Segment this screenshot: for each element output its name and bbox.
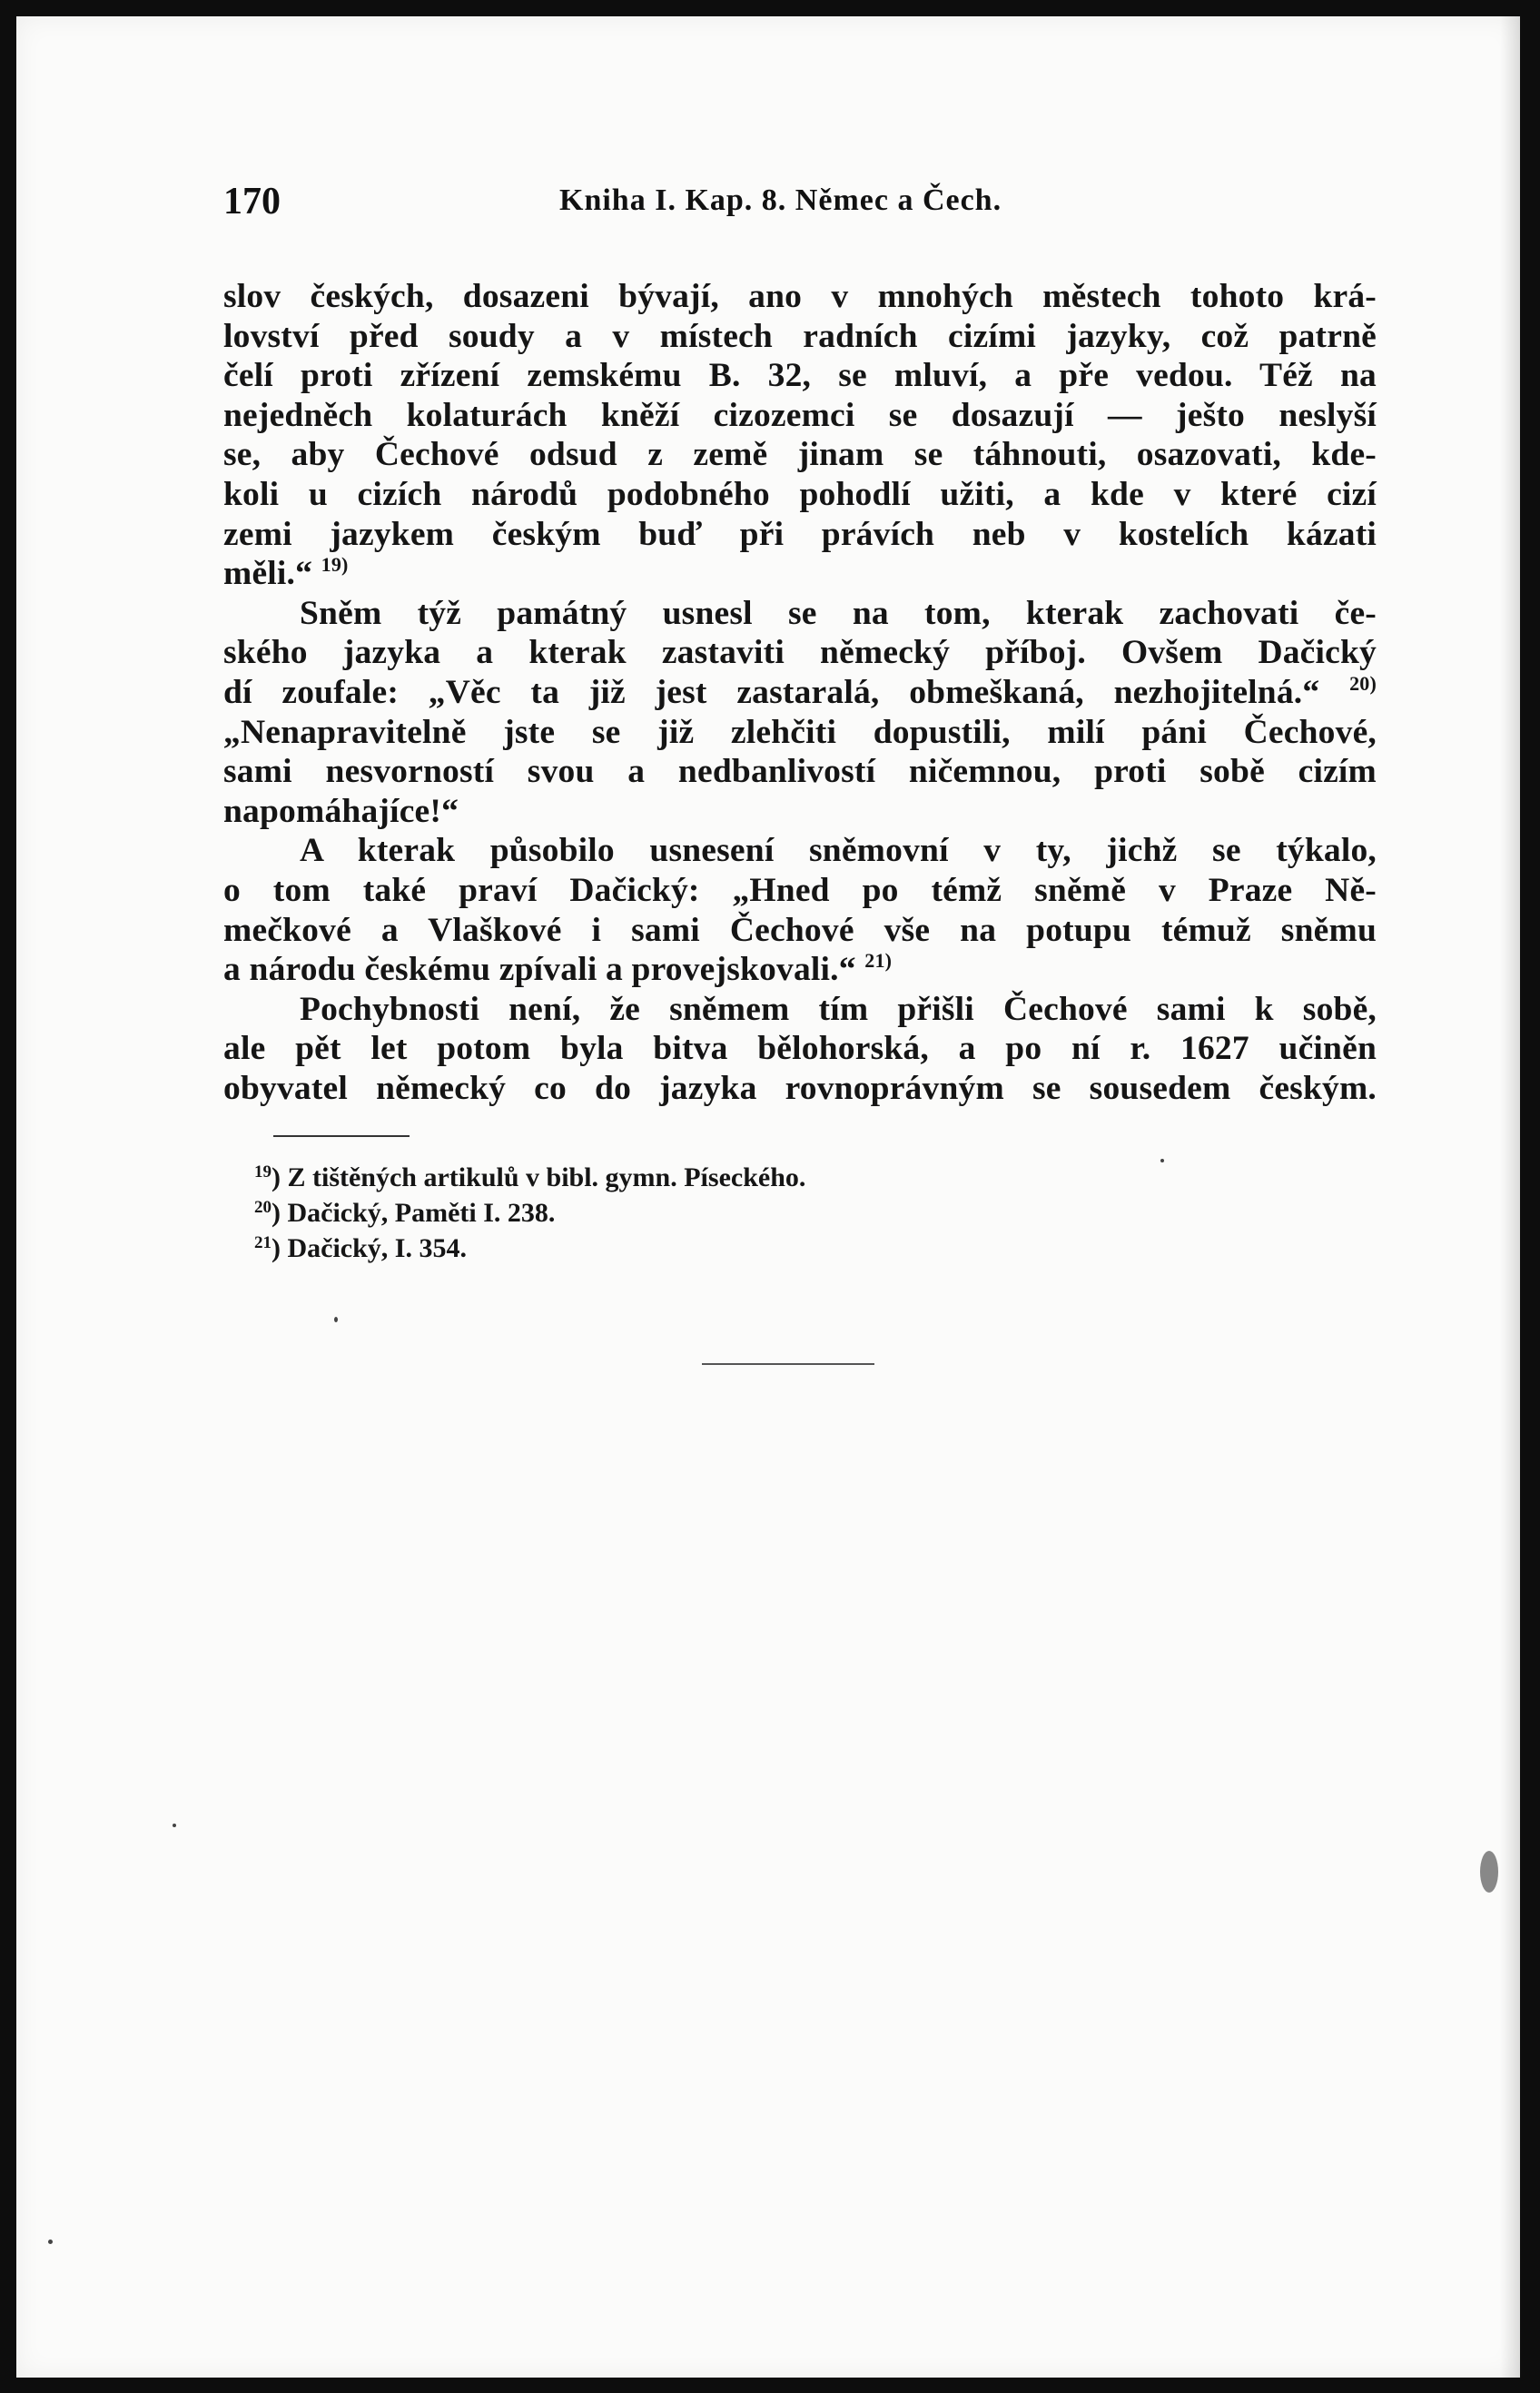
text-line xyxy=(223,673,1377,713)
footnote-text: ) Dačický, Paměti I. 238. xyxy=(271,1198,556,1228)
paragraph-start: Pochybnosti není, že sněmem tím přišli Čechové sami k sobě, xyxy=(300,990,1377,1028)
text-line: ale pět let potom byla bitva bělohorská, a po ní r. 1627 učiněn xyxy=(223,1030,1377,1068)
book-page xyxy=(16,16,1520,2378)
text-line: čelí proti zřízení zemskému B. 32, se mluví, a pře vedou. Též na xyxy=(223,357,1377,395)
paragraph-start: Sněm týž památný usnesl se na tom, kterak zachovati če- xyxy=(300,594,1377,632)
text-line: nejedněch kolaturách kněží cizozemci se dosazují — ješto neslyší xyxy=(223,396,1377,434)
text-fragment: a národu českému zpívali a provejskovali.“ xyxy=(223,951,856,989)
footnote xyxy=(254,1157,1071,1192)
footnotes xyxy=(254,1157,1071,1263)
text-line: se, aby Čechové odsud z země jinam se táhnouti, osazovati, kde- xyxy=(223,436,1377,474)
paper-speck xyxy=(1160,1159,1164,1162)
decorative-rule xyxy=(702,1363,874,1365)
footnote xyxy=(254,1192,1071,1228)
body-text xyxy=(223,277,1377,1108)
footnote-mark: 20 xyxy=(254,1198,271,1217)
text-fragment: dí zoufale: „Věc ta již jest zastaralá, obmeškaná, nezhojitelná.“ xyxy=(223,673,1320,711)
footnote-reference: 21) xyxy=(864,949,893,973)
text-line: lovství před soudy a v místech radních cizími jazyky, což patrně xyxy=(223,317,1377,355)
paper-speck xyxy=(1480,1851,1498,1893)
footnote xyxy=(254,1228,1071,1263)
page-edge-shadow xyxy=(1500,16,1520,2378)
text-line: ského jazyka a kterak zastaviti německý příboj. Ovšem Dačický xyxy=(223,634,1377,672)
text-line: koli u cizích národů podobného pohodlí užiti, a kde v které cizí xyxy=(223,475,1377,513)
footnote-reference: 20) xyxy=(1349,671,1377,695)
running-title: Kniha I. Kap. 8. Němec a Čech. xyxy=(559,183,1002,217)
text-line: „Nenapravitelně jste se již zlehčiti dopustili, milí páni Čechové, xyxy=(223,713,1377,751)
text-line: mečkové a Vlaškové i sami Čechové vše na potupu témuž sněmu xyxy=(223,911,1377,949)
text-line: obyvatel německý co do jazyka rovnoprávným se sousedem českým. xyxy=(223,1069,1377,1107)
paragraph-start: A kterak působilo usnesení sněmovní v ty, jichž se týkalo, xyxy=(300,832,1377,870)
text-line: o tom také praví Dačický: „Hned po témž sněmě v Praze Ně- xyxy=(223,871,1377,909)
text-line: zemi jazykem českým buď při právích neb v kostelích kázati xyxy=(223,515,1377,553)
text-line: napomáhajíce!“ xyxy=(223,792,459,830)
text-line xyxy=(223,950,1377,990)
paper-speck xyxy=(173,1824,176,1827)
paper-speck xyxy=(48,2240,53,2244)
text-line xyxy=(223,554,1377,594)
page-header xyxy=(223,180,1377,234)
text-fragment: měli.“ xyxy=(223,555,313,593)
page-number: 170 xyxy=(223,181,281,222)
footnote-text: ) Z tištěných artikulů v bibl. gymn. Píseckého. xyxy=(271,1162,806,1192)
text-line: sami nesvorností svou a nedbanlivostí ničemnou, proti sobě cizím xyxy=(223,753,1377,791)
footnote-reference: 19) xyxy=(321,553,349,577)
footnote-text: ) Dačický, I. 354. xyxy=(271,1233,467,1263)
text-line: slov českých, dosazeni bývají, ano v mnohých městech tohoto krá- xyxy=(223,278,1377,315)
footnote-mark: 21 xyxy=(254,1233,271,1252)
footnote-mark: 19 xyxy=(254,1162,271,1182)
footnote-separator xyxy=(273,1135,410,1137)
paper-speck xyxy=(334,1317,338,1322)
